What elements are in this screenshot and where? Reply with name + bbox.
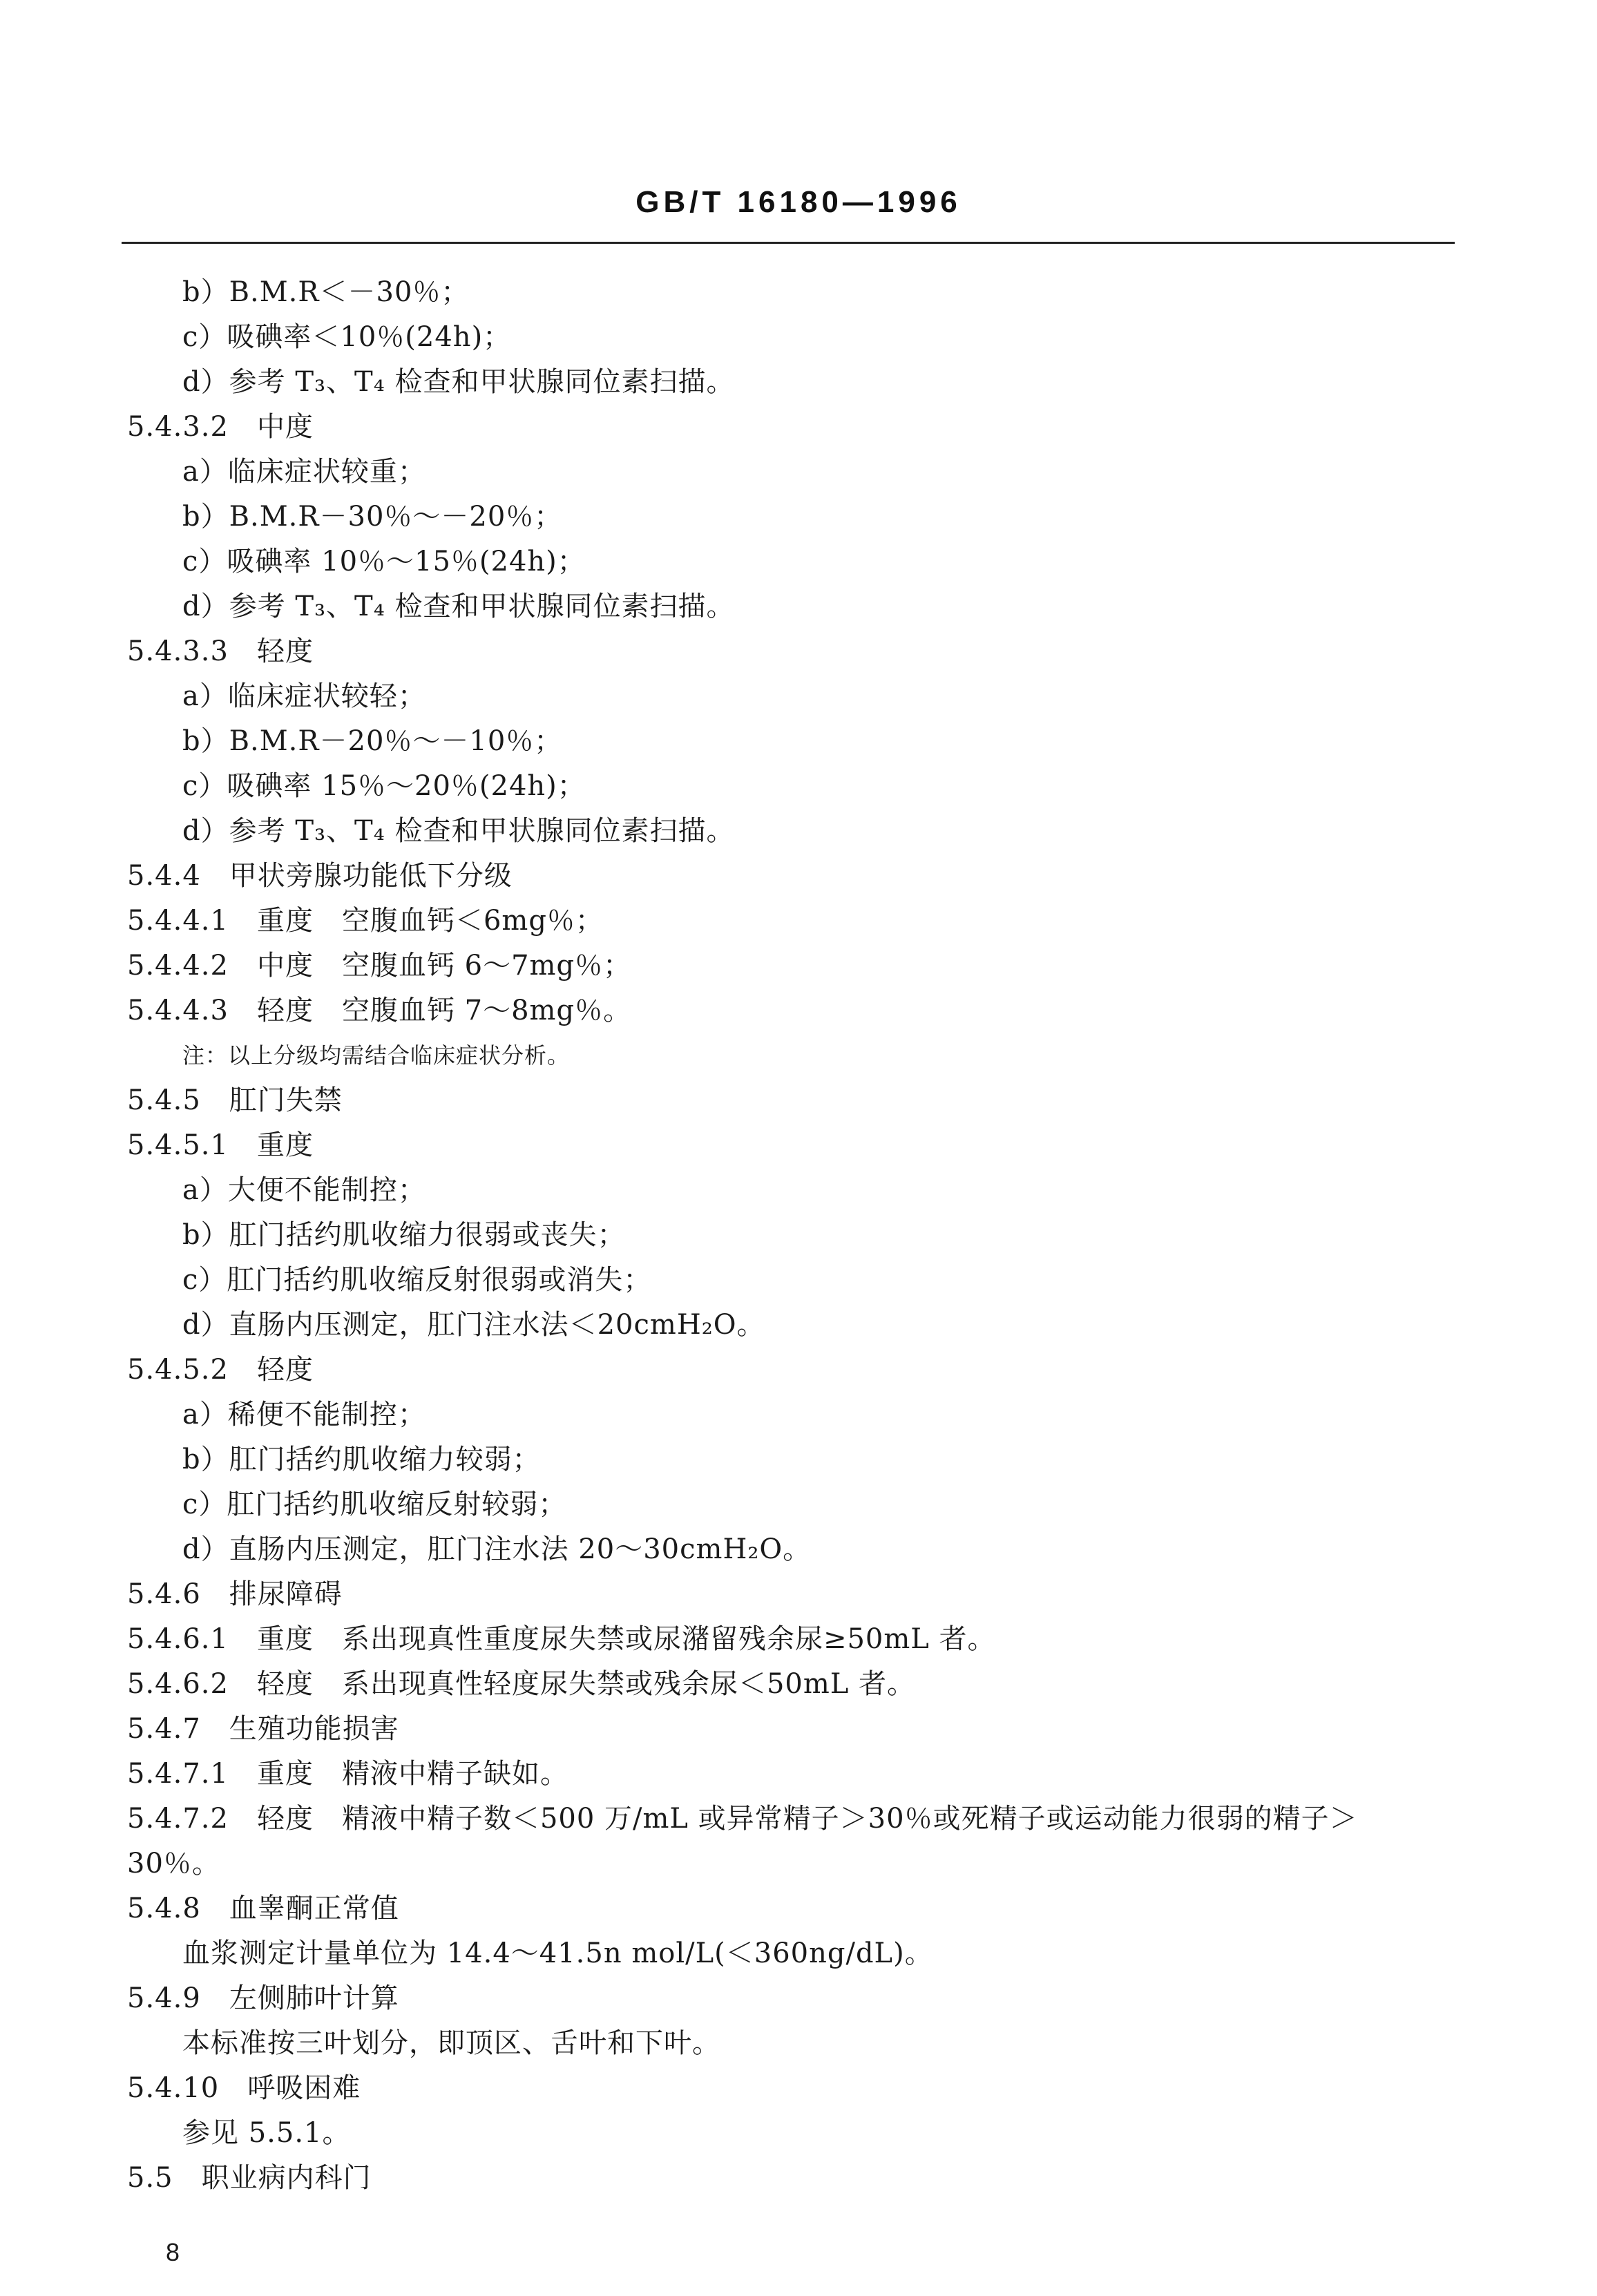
clause-heading: 5.4.4.1 重度 空腹血钙＜6mg％； — [127, 905, 604, 937]
list-item: a）稀便不能制控； — [182, 1399, 426, 1431]
list-item: d）直肠内压测定，肛门注水法＜20cmH₂O。 — [182, 1309, 765, 1341]
clause-heading: 5.4.7.2 轻度 精液中精子数＜500 万/mL 或异常精子＞30％或死精子或运动能力很弱的精子＞ — [127, 1803, 1358, 1835]
list-item: b）B.M.R－20％～－10％； — [182, 725, 563, 757]
list-item: d）直肠内压测定，肛门注水法 20～30cmH₂O。 — [182, 1533, 812, 1565]
clause-heading: 5.4.7 生殖功能损害 — [127, 1713, 399, 1745]
clause-heading: 5.4.6 排尿障碍 — [127, 1578, 343, 1610]
clause-heading: 5.4.9 左侧肺叶计算 — [127, 1982, 399, 2014]
list-item: d）参考 T₃、T₄ 检查和甲状腺同位素扫描。 — [182, 366, 735, 398]
clause-heading: 5.4.6.2 轻度 系出现真性轻度尿失禁或残余尿＜50mL 者。 — [127, 1668, 916, 1700]
page-number: 8 — [166, 2238, 180, 2266]
clause-heading: 30％。 — [127, 1848, 220, 1879]
list-item: d）参考 T₃、T₄ 检查和甲状腺同位素扫描。 — [182, 591, 735, 622]
clause-heading: 5.4.3.2 中度 — [127, 411, 314, 443]
list-item: b）肛门括约肌收缩力很弱或丧失； — [182, 1219, 626, 1251]
clause-heading: 5.4.4 甲状旁腺功能低下分级 — [127, 860, 513, 892]
list-item: c）吸碘率＜10％(24h)； — [182, 321, 512, 353]
clause-heading: 5.4.6.1 重度 系出现真性重度尿失禁或尿潴留残余尿≥50mL 者。 — [127, 1623, 996, 1655]
clause-heading: 5.4.4.3 轻度 空腹血钙 7～8mg％。 — [127, 995, 632, 1026]
list-item: b）肛门括约肌收缩力较弱； — [182, 1444, 541, 1475]
list-item: d）参考 T₃、T₄ 检查和甲状腺同位素扫描。 — [182, 815, 735, 847]
list-item: b）B.M.R＜－30％； — [182, 276, 470, 308]
clause-heading: 5.4.5 肛门失禁 — [127, 1084, 343, 1116]
list-item: 本标准按三叶划分，即顶区、舌叶和下叶。 — [182, 2027, 720, 2059]
note-line: 注：以上分级均需结合临床症状分析。 — [182, 1042, 571, 1069]
list-item: b）B.M.R－30％～－20％； — [182, 501, 563, 533]
list-item: c）吸碘率 15％～20％(24h)； — [182, 770, 586, 802]
clause-heading: 5.5 职业病内科门 — [127, 2162, 372, 2194]
list-item: a）临床症状较重； — [182, 456, 426, 488]
clause-heading: 5.4.10 呼吸困难 — [127, 2072, 361, 2104]
list-item: c）肛门括约肌收缩反射很弱或消失； — [182, 1264, 652, 1296]
list-item: c）肛门括约肌收缩反射较弱； — [182, 1489, 567, 1520]
list-item: c）吸碘率 10％～15％(24h)； — [182, 546, 586, 577]
list-item: 血浆测定计量单位为 14.4～41.5n mol/L(＜360ng/dL)。 — [182, 1938, 933, 1969]
standard-code-header: GB/T 16180—1996 — [635, 185, 962, 219]
clause-heading: 5.4.5.1 重度 — [127, 1129, 314, 1161]
list-item: a）临床症状较轻； — [182, 680, 426, 712]
clause-heading: 5.4.8 血睾酮正常值 — [127, 1893, 399, 1924]
clause-heading: 5.4.3.3 轻度 — [127, 635, 314, 667]
list-item: a）大便不能制控； — [182, 1174, 426, 1206]
clause-heading: 5.4.7.1 重度 精液中精子缺如。 — [127, 1758, 568, 1790]
list-item: 参见 5.5.1。 — [182, 2117, 351, 2149]
clause-heading: 5.4.5.2 轻度 — [127, 1354, 314, 1386]
clause-heading: 5.4.4.2 中度 空腹血钙 6～7mg％； — [127, 950, 632, 982]
